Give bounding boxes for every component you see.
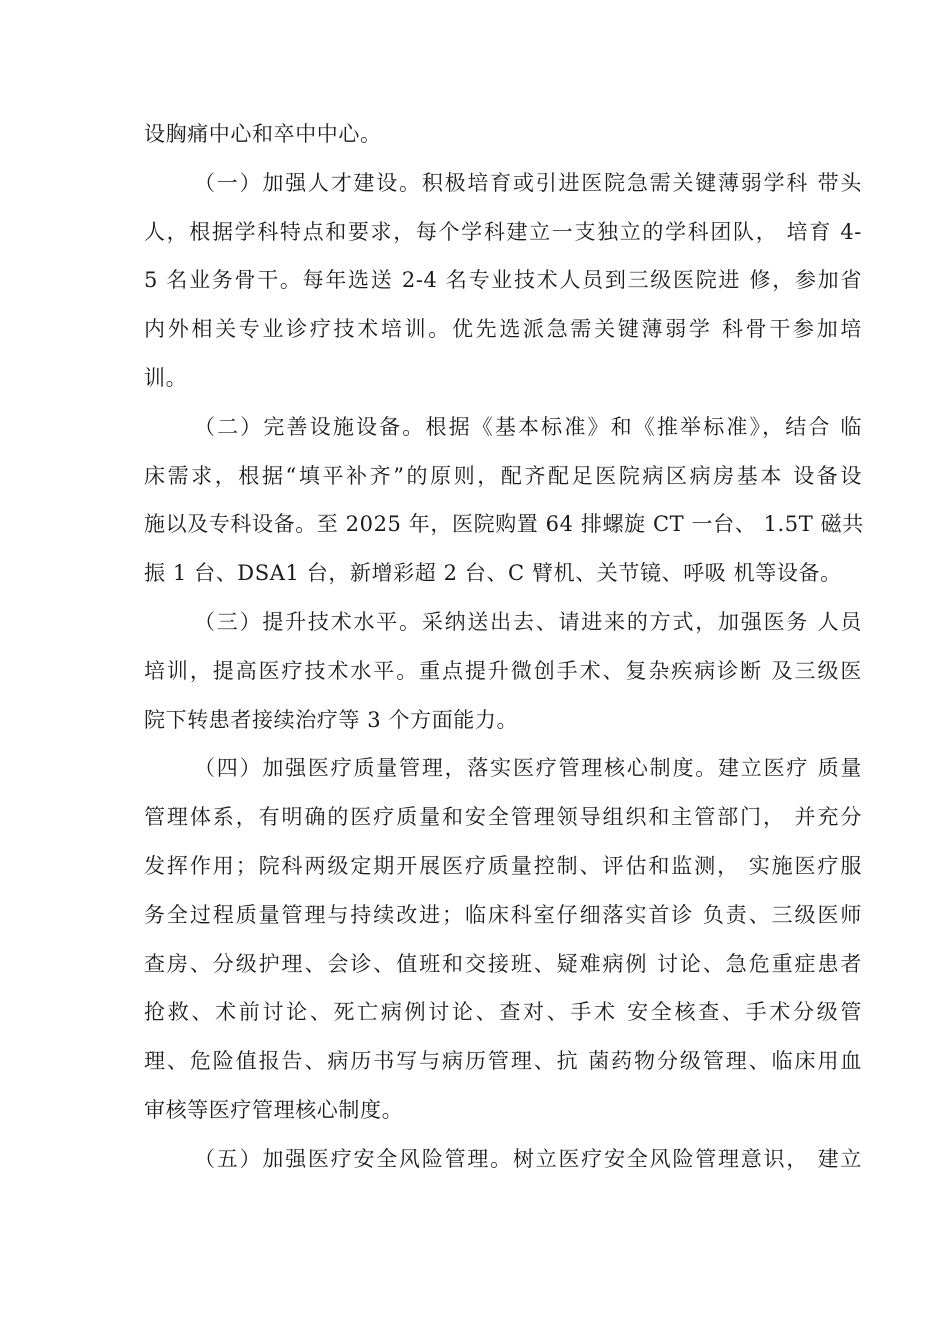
text-line: 抢救、术前讨论、死亡病例讨论、查对、手术 安全核查、手术分级管 <box>144 1000 862 1025</box>
text-line: （五）加强医疗安全风险管理。树立医疗安全风险管理意识， 建立 <box>194 1146 862 1171</box>
text-line: 发挥作用；院科两级定期开展医疗质量控制、评估和监测， 实施医疗服 <box>144 853 862 878</box>
text-line: 查房、分级护理、会诊、值班和交接班、疑难病例 讨论、急危重症患者 <box>144 951 862 976</box>
text-line: 振 1 台、DSA1 台，新增彩超 2 台、C 臂机、关节镜、呼吸 机等设备。 <box>144 561 842 586</box>
text-line: 5 名业务骨干。每年选送 2-4 名专业技术人员到三级医院进 修，参加省 <box>144 268 862 293</box>
text-line: 设胸痛中心和卒中中心。 <box>144 122 382 146</box>
text-line: 人，根据学科特点和要求，每个学科建立一支独立的学科团队， 培育 4- <box>144 219 862 244</box>
text-line: 内外相关专业诊疗技术培训。优先选派急需关键薄弱学 科骨干参加培 <box>144 317 862 342</box>
text-line: （四）加强医疗质量管理，落实医疗管理核心制度。建立医疗 质量 <box>194 756 862 781</box>
text-line: 管理体系，有明确的医疗质量和安全管理领导组织和主管部门， 并充分 <box>144 805 862 830</box>
text-line: 院下转患者接续治疗等 3 个方面能力。 <box>144 707 519 732</box>
text-line: 培训，提高医疗技术水平。重点提升微创手术、复杂疾病诊断 及三级医 <box>144 658 862 683</box>
text-line: 施以及专科设备。至 2025 年，医院购置 64 排螺旋 CT 一台、 1.5T 磁共 <box>144 512 864 537</box>
text-line: （三）提升技术水平。采纳送出去、请进来的方式，加强医务 人员 <box>194 609 862 634</box>
body-text <box>144 110 862 1184</box>
text-line: 理、危险值报告、病历书写与病历管理、抗 菌药物分级管理、临床用血 <box>144 1049 862 1074</box>
text-line: （二）完善设施设备。根据《基本标准》和《推举标准》，结合 临 <box>194 414 862 439</box>
text-line: 训。 <box>144 365 188 390</box>
text-line: （一）加强人才建设。积极培育或引进医院急需关键薄弱学科 带头 <box>194 170 862 195</box>
text-line: 床需求，根据“填平补齐”的原则，配齐配足医院病区病房基本 设备设 <box>144 463 862 488</box>
text-line: 审核等医疗管理核心制度。 <box>144 1097 404 1122</box>
text-line: 务全过程质量管理与持续改进；临床科室仔细落实首诊 负责、三级医师 <box>144 902 862 927</box>
